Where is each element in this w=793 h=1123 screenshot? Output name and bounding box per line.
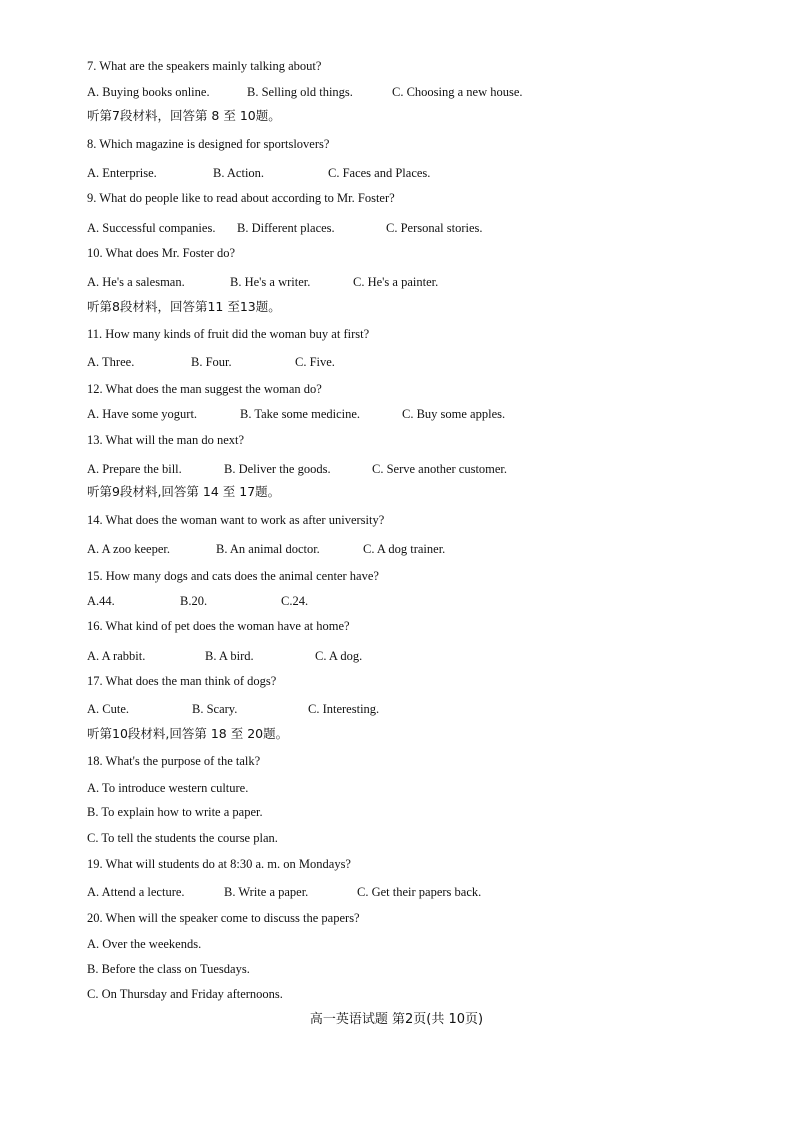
option-a: A. A rabbit. bbox=[87, 649, 146, 663]
option-a: A. Successful companies. bbox=[87, 221, 216, 235]
option-c: C. Faces and Places. bbox=[328, 166, 431, 180]
option-a: A. Cute. bbox=[87, 702, 130, 716]
option-a: A. A zoo keeper. bbox=[87, 542, 170, 556]
option-a: A. Have some yogurt. bbox=[87, 407, 198, 421]
option-c: C. On Thursday and Friday afternoons. bbox=[87, 987, 283, 1001]
question-17: 17. What does the man think of dogs? bbox=[87, 674, 277, 688]
question-7: 7. What are the speakers mainly talking about? bbox=[87, 59, 322, 73]
option-c: C. Five. bbox=[295, 355, 335, 369]
question-9: 9. What do people like to read about according to Mr. Foster? bbox=[87, 191, 395, 205]
question-13: 13. What will the man do next? bbox=[87, 433, 245, 447]
question-12: 12. What does the man suggest the woman do? bbox=[87, 382, 322, 396]
section-heading-7: 听第7段材料，回答第 8 至 10题。 bbox=[87, 108, 281, 123]
option-c: C. Interesting. bbox=[308, 702, 380, 716]
option-c: C. Get their papers back. bbox=[357, 885, 482, 899]
option-c: C. Buy some apples. bbox=[402, 407, 506, 421]
question-14: 14. What does the woman want to work as after university? bbox=[87, 513, 385, 527]
option-b: B.20. bbox=[180, 594, 208, 608]
question-16: 16. What kind of pet does the woman have at home? bbox=[87, 619, 350, 633]
option-b: B. A bird. bbox=[205, 649, 254, 663]
section-heading-9: 听第9段材料,回答第 14 至 17题。 bbox=[87, 484, 281, 499]
question-11: 11. How many kinds of fruit did the woman buy at first? bbox=[87, 327, 370, 341]
option-a: A. He's a salesman. bbox=[87, 275, 185, 289]
option-b: B. Before the class on Tuesdays. bbox=[87, 962, 250, 976]
option-a: A. Buying books online. bbox=[87, 85, 210, 99]
option-c: C. Personal stories. bbox=[386, 221, 483, 235]
option-a: A. Enterprise. bbox=[87, 166, 157, 180]
option-a: A. Three. bbox=[87, 355, 135, 369]
option-c: C.24. bbox=[281, 594, 309, 608]
option-b: B. Selling old things. bbox=[247, 85, 353, 99]
option-b: B. Scary. bbox=[192, 702, 238, 716]
option-a: A. Prepare the bill. bbox=[87, 462, 182, 476]
page-footer: 高一英语试题 第2页(共 10页) bbox=[309, 1012, 484, 1027]
option-a: A. Over the weekends. bbox=[87, 937, 202, 951]
option-b: B. Action. bbox=[213, 166, 265, 180]
option-b: B. Take some medicine. bbox=[240, 407, 361, 421]
option-c: C. To tell the students the course plan. bbox=[87, 831, 278, 845]
option-b: B. To explain how to write a paper. bbox=[87, 805, 263, 819]
question-10: 10. What does Mr. Foster do? bbox=[87, 246, 236, 260]
option-a: A. Attend a lecture. bbox=[87, 885, 185, 899]
question-20: 20. When will the speaker come to discuss the papers? bbox=[87, 911, 360, 925]
section-heading-8: 听第8段材料，回答第11 至13题。 bbox=[87, 299, 281, 314]
option-b: B. He's a writer. bbox=[230, 275, 311, 289]
option-b: B. Different places. bbox=[237, 221, 335, 235]
option-c: C. A dog trainer. bbox=[363, 542, 446, 556]
question-8: 8. Which magazine is designed for sportslovers? bbox=[87, 137, 330, 151]
option-b: B. Four. bbox=[191, 355, 232, 369]
question-19: 19. What will students do at 8:30 a. m. on Mondays? bbox=[87, 857, 351, 871]
option-b: B. An animal doctor. bbox=[216, 542, 320, 556]
option-c: C. A dog. bbox=[315, 649, 363, 663]
question-18: 18. What's the purpose of the talk? bbox=[87, 754, 261, 768]
section-heading-10: 听第10段材料,回答第 18 至 20题。 bbox=[87, 726, 289, 741]
option-c: C. Choosing a new house. bbox=[392, 85, 523, 99]
option-a: A.44. bbox=[87, 594, 115, 608]
option-b: B. Deliver the goods. bbox=[224, 462, 331, 476]
option-c: C. He's a painter. bbox=[353, 275, 439, 289]
question-15: 15. How many dogs and cats does the animal center have? bbox=[87, 569, 379, 583]
option-a: A. To introduce western culture. bbox=[87, 781, 249, 795]
option-b: B. Write a paper. bbox=[224, 885, 309, 899]
option-c: C. Serve another customer. bbox=[372, 462, 508, 476]
